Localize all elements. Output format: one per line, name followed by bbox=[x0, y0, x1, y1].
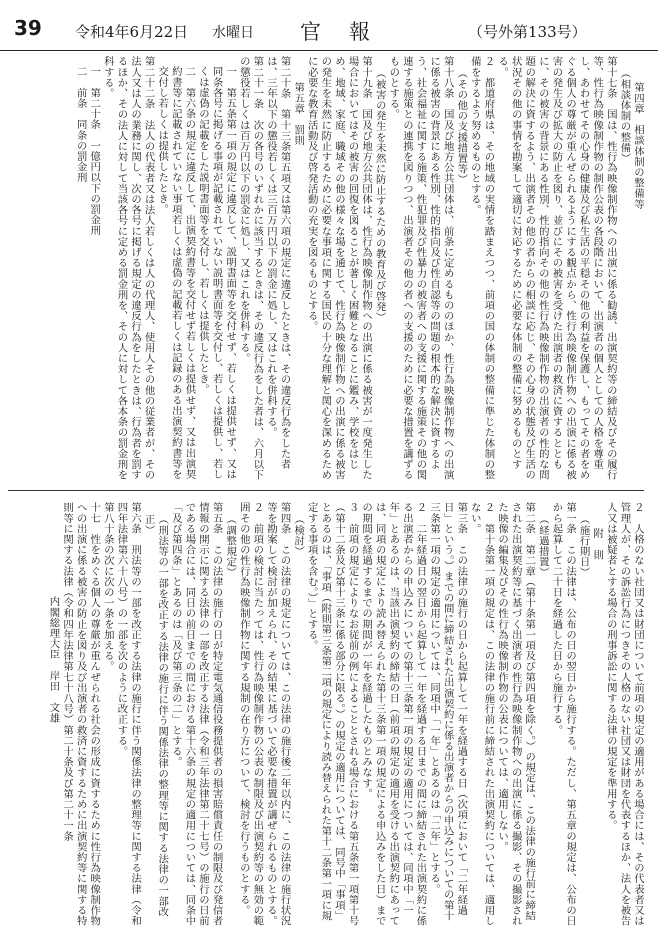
page-number: 39 bbox=[14, 16, 42, 40]
lower-sign: 内閣総理大臣 岸田 文雄 bbox=[47, 595, 60, 723]
lower-heading: （検討） bbox=[292, 514, 305, 557]
upper-article: 第二十条 第十三条第五項又は第六項の規定に違反したときは、その違反行為をした者は、三年以下の懲役若しくは三百万円以下の罰金に処し、又はこれを併科する。 bbox=[264, 56, 291, 470]
lower-para: ２ 二年経過日の翌日から起算して一年を経過する日までの間に締結された出演契約に係る出演者からの申込みについての第十三条第一項の規定の適用については、同項中「一年」とあるのは、当該出演契約の締結の日（前項の規定の適用を受ける出演契約にあっては、同項の規定により読み替えられた第十三条第一項の規定による申込みをした日）までの期間を経過するまでの期間が一年を経過したものとみなす。 bbox=[360, 502, 427, 926]
upper-para: ２ 都道府県は、その地域の実情を踏まえつつ、前項の国の体制の整備に準じた体制の整備をするよう努めるものとする。 bbox=[468, 56, 495, 480]
issue-date: 令和4年6月22日 bbox=[75, 23, 189, 41]
lower-para: 第八十条の次に次の一条を加える。 bbox=[101, 502, 114, 672]
lower-heading: （経過措置） bbox=[536, 514, 549, 579]
lower-heading: （調整規定） bbox=[224, 514, 237, 579]
upper-chapter: 第四章 相談体制の整備等 bbox=[632, 82, 644, 210]
lower-article: 第二条 第二章（第十条第一項及び第四項を除く。）の規定は、この法律の施行前に締結された出演契約等に基づく出演者の性行為映像制作物への出演に係る撮影、その撮影された映像の編集及びその性行為映像制作物の公表については、適用しない。 bbox=[496, 502, 536, 926]
upper-item: 二 第六条の規定に違反して、出演契約書等を交付せず若しくは提供せず、又は出演契約書等に記載されていない事項若しくは虚偽の記載若しくは記録のある出演契約書等を交付し若しくは提供したとき。 bbox=[156, 66, 196, 480]
lower-article: 第五条 この法律の施行の日が特定電気通信役務提供者の損害賠償責任の制限及び発信者情報の開示に関する法律の一部を改正する法律（令和三年法律第二十七号）の施行の日前である場合には、同日の前日までの間における第十六条の規定の適用については、同条中「及び第四条」とあるのは「及び第三条の二」とする。 bbox=[169, 502, 223, 926]
upper-heading: （相談体制の整備） bbox=[618, 68, 631, 164]
lower-heading: （施行期日） bbox=[577, 514, 590, 579]
lower-para: ２ 前項の検討に当たっては、性行為映像制作物の公表の制限及び出演契約等の無効の範囲その他の性行為映像制作物に関する規制の在り方について、検討を行うものとする。 bbox=[237, 502, 264, 926]
issue-number: （号外第133号） bbox=[468, 23, 587, 41]
upper-item: 二 前条 同条の罰金刑 bbox=[74, 66, 87, 183]
lower-para: ３ 前項の規定によりなお従前の例によることとされる場合における第五条第一項第十号（第十二条及び第十三条に係る部分に限る。）の規定の適用については、同号中「事項」とあるのは、「事項（附則第三条第二項の規定により読み替えられた第十二条第一項に規定する事項を含む。）」とする。 bbox=[305, 502, 359, 926]
upper-item: 一 第二十条 一億円以下の罰金刑 bbox=[88, 66, 101, 236]
lower-para: ２ 第十条第一項の規定は、この法律の施行前に締結された出演契約については、適用しない。 bbox=[468, 502, 495, 926]
lower-article: 第六条 刑法等の一部を改正する法律の施行に伴う関係法律の整理等に関する法律（令和四年法律第六十八号）の一部を次のように改正する。 bbox=[115, 502, 142, 926]
gazette-title: 官報 bbox=[300, 20, 398, 44]
lower-article: 第四条 この法律の規定については、この法律の施行後二年以内に、この法律の施行状況等を勘案して検討が加えられ、その結果に基づいて必要な措置が講ぜられるものとする。 bbox=[264, 502, 291, 926]
lower-article: 第三条 この法律の施行の日から起算して一年を経過する日（次項において「二年経過日」という。）までの間に締結された出演契約に係る出演者からの申込みについての第十三条第一項の規定の適用については、同項中「一年」とあるのは「二年」とする。 bbox=[428, 502, 468, 921]
upper-article: 第十七条 国は、性行為映像制作物への出演に係る勧誘、出演契約等の締結及びその履行等、性行為映像制作物の制作公表の各段階において、出演者の個人としての人格を尊重し、あわせてその心身の健康及び私生活の平穏その他の利益を保護し、もってその者をめぐる個人の尊厳が重んぜられるようにする観点から、性行為映像制作物への出演に係る被害の発生及び拡大の防止を図り、並びにその被害を受けた出演者の救済に資するとともに、その被害の背景にある性別、性的指向その他の性行為映像制作物の出演者の性的な問題の解決に資するよう、出演者その他の者からの相談に応じ、その心身の状態及び生活の状況その他の事情を勘案して適切に対応するために必要な体制の整備に努めるものとする。 bbox=[496, 56, 617, 480]
lower-chapter: 附 則 bbox=[591, 528, 604, 560]
upper-article: 第十八条 国及び地方公共団体は、前条に定めるもののほか、性行為映像制作物への出演に係る被害の背景にある性別、性的指向及び性自認等の問題の根本的な解決に資するよう、社会福祉に関する施策、性犯罪及び性暴力の被害者への支援に関する施策その他の関連する施策との連携を図りつつ、出演者その他の者への支援のために必要な措置を講ずるものとする。 bbox=[387, 56, 454, 480]
upper-chapter: 第五章 罰則 bbox=[292, 82, 305, 146]
section-divider bbox=[8, 490, 644, 491]
upper-article: 第十九条 国及び地方公共団体は、性行為映像制作物への出演に係る被害が一度発生した場合においてはその被害の回復を図ることが著しく困難となることに鑑み、学校をはじめ、地域、家庭、職域その他の様々な場を通じて、性行為映像制作物への出演に係る被害の発生を未然に防止するために必要な事項に関する国民の十分な理解と関心を深めるために必要な教育活動及び啓発活動の充実を図るものとする。 bbox=[305, 56, 373, 480]
gazette-header bbox=[0, 0, 658, 51]
lower-article: 第一条 この法律は、公布の日の翌日から施行する。ただし、第五章の規定は、公布の日から起算して二十日を経過した日から施行する。 bbox=[550, 502, 577, 926]
upper-article: 第二十二条 法人の代表者又は法人若しくは人の代理人、使用人その他の従業者が、その法人又は人の業務に関し、次の各号に掲げる規定の違反行為をしたときは、行為者を罰するほか、その法人に対して当該各号に定める罰金刑を、その人に対して各本条の罰金刑を科する。 bbox=[101, 56, 155, 480]
upper-article: 第二十一条 次の各号のいずれかに該当するときは、その違反行為をした者は、六月以下の懲役若しくは百万円以下の罰金に処し、又はこれを併科する。 bbox=[237, 56, 264, 480]
upper-text-block bbox=[8, 56, 644, 484]
upper-heading: （被害の発生を未然に防止するための教育及び啓発） bbox=[373, 68, 386, 323]
lower-para: 十七 性をめぐる個人の尊厳が重んぜられる社会の形成に資するために性行為映像制作物への出演に係る被害の防止を図り及び出演者の救済に資するために出演契約等に関する特則等に関する法律（令和四年法律第七十八号）第二十条及び第二十一条 bbox=[61, 502, 101, 926]
upper-heading: （その他の支援措置等） bbox=[455, 68, 468, 186]
lower-text-block bbox=[8, 502, 644, 930]
upper-item: 一 第五条第一項の規定に違反して、説明書面等を交付せず、若しくは提供せず、又は同条各号に掲げる事項が記載されていない説明書面等を交付し、若しくは提供し、若しくは虚偽の記載をした説明書面等を交付し、若しくは提供したとき。 bbox=[197, 66, 237, 480]
weekday: 水曜日 bbox=[212, 25, 254, 41]
lower-heading: （刑法等の一部を改正する法律の施行に伴う関係法律の整理等に関する法律の一部改正） bbox=[142, 514, 169, 918]
lower-para: ２ 人格のない社団又は財団について前項の規定の適用がある場合には、その代表者又は管理人が、その訴訟行為につきその人格のない社団又は財団を代表するほか、法人を被告人又は被疑者とする場合の刑事訴訟に関する法律の規定を準用する。 bbox=[604, 502, 644, 926]
